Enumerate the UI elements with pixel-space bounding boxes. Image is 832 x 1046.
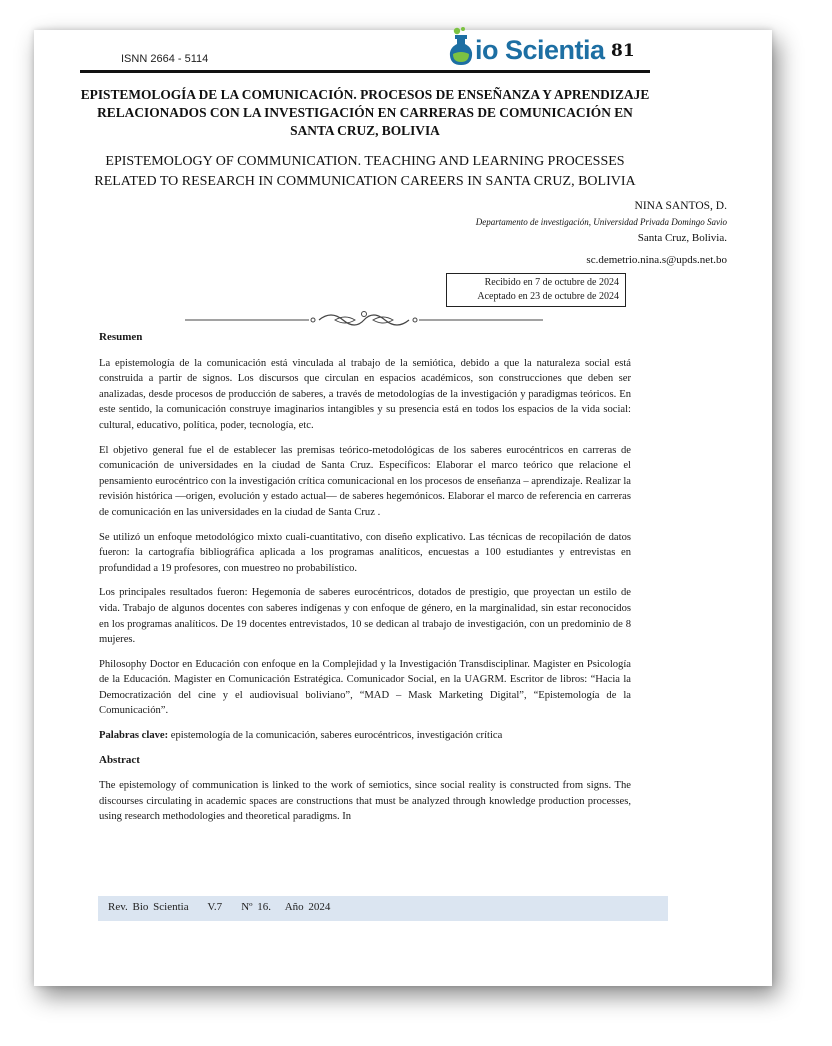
header-rule <box>80 70 650 73</box>
keywords-list: epistemología de la comunicación, saberes eurocéntricos, investigación crítica <box>170 730 503 742</box>
footer-volume: V.7 <box>207 901 223 913</box>
abstract-paragraph-1: The epistemology of communication is linked to the work of semiotics, since social reality is constructed from signs. The discourses circulating in academic spaces are constructions that must be analyzed through knowledge production processes, using research methodologies and theoretical paradigms. In <box>99 780 631 823</box>
resumen-paragraph-4: Los principales resultados fueron: Hegemonía de saberes eurocéntricos, dotados de prestigio, que proyectan un estilo de vida. Trabajo de algunos docentes con saberes indígenas y con enfoque de género, en la marginalidad, sin estar reconocidos en los programas analíticos. De 19 docentes entrevistados, 10 se dedican al trabajo de investigación, con un predominio de 8 mujeres. <box>99 587 631 646</box>
journal-logo <box>448 22 605 66</box>
footer-year: Año 2024 <box>284 901 331 913</box>
title-spanish: EPISTEMOLOGÍA DE LA COMUNICACIÓN. PROCESOS DE ENSEÑANZA Y APRENDIZAJE RELACIONADOS CON LA INVESTIGACIÓN EN CARRERAS DE COMUNICACIÓN EN SANTA CRUZ, BOLIVIA <box>80 87 650 138</box>
author-city: Santa Cruz, Bolivia. <box>637 232 727 244</box>
author-name: NINA SANTOS, D. <box>634 200 727 212</box>
resumen-paragraph-3: Se utilizó un enfoque metodológico mixto cuali-cuantitativo, con diseño explicativo. Las técnicas de recopilación de datos fueron: la cartografía bibliográfica aplicada a los programas analíticos, encuestas a 100 estudiantes y entrevistas en profundidad a 19 profesores, con muestreo no probabilístico. <box>99 531 631 574</box>
footer-number: Nº 16. <box>241 901 272 913</box>
resumen-paragraph-1: La epistemología de la comunicación está vinculada al trabajo de la semiótica, debido a que la naturaleza social está construida a partir de signos. Los discursos que circulan en espacios académicos, son construcciones que deben ser analizadas, desde procesos de producción de saberes, a través de metodologías de la investigación y paradigmas teóricos. En este sentido, la comunicación construye imaginarios intangibles y su presencia está en todos los espacios de la vida social: cultural, educativo, política, poder, tecnología, etc. <box>99 357 631 431</box>
author-email[interactable]: sc.demetrio.nina.s@upds.net.bo <box>586 254 727 266</box>
abstract-heading: Abstract <box>99 753 140 766</box>
footer-bar <box>98 896 668 921</box>
logo-flask-icon <box>448 26 474 66</box>
title-english: EPISTEMOLOGY OF COMMUNICATION. TEACHING AND LEARNING PROCESSES RELATED TO RESEARCH IN COMMUNICATION CAREERS IN SANTA CRUZ, BOLIVIA <box>94 154 636 189</box>
keywords-label: Palabras clave: <box>99 730 169 742</box>
footer-journal: Rev. Bio Scientia <box>108 901 189 913</box>
resumen-paragraph-5: Philosophy Doctor en Educación con enfoque en la Complejidad y la Investigación Transdisciplinar. Magister en Psicología de la Educación. Magister en Comunicación Estratégica. Comunicador Social, en la UAGRM. Escritor de libros: “Hacia la Democratización del cine y el audiovisual boliviano”, “MAD – Mask Marketing Digital”, “Epistemología de la Comunicación”. <box>99 658 631 717</box>
logo-text: io Scientia <box>475 35 605 65</box>
received-date: Recibido en 7 de octubre de 2024 <box>484 277 619 288</box>
footer-citation <box>108 901 330 913</box>
dates-box <box>446 273 626 307</box>
keywords <box>99 728 631 744</box>
page-number: 81 <box>611 41 635 61</box>
ornament-divider-icon <box>185 308 543 332</box>
accepted-date: Aceptado en 23 de octubre de 2024 <box>477 291 619 302</box>
resumen-heading: Resumen <box>99 331 143 343</box>
issn-label: ISNN 2664 - 5114 <box>121 53 209 65</box>
resumen-paragraph-2: El objetivo general fue el de establecer las premisas teórico-metodológicas de los saberes eurocéntricos en carreras de comunicación de universidades en la ciudad de Santa Cruz. Específicos: Elaborar el marco teórico que relacione el pensamiento eurocéntrico con la investigación crítica comunicacional en los procesos de enseñanza – aprendizaje. Realizar la revisión histórica —origen, evolución y estado actual— de saberes hegemónicos. Elaborar el marco de referencia en carreras de comunicación en las universidades en la ciudad de Santa Cruz . <box>99 444 631 518</box>
article-body <box>99 330 631 834</box>
author-affiliation: Departamento de investigación, Universidad Privada Domingo Savio <box>475 217 727 227</box>
